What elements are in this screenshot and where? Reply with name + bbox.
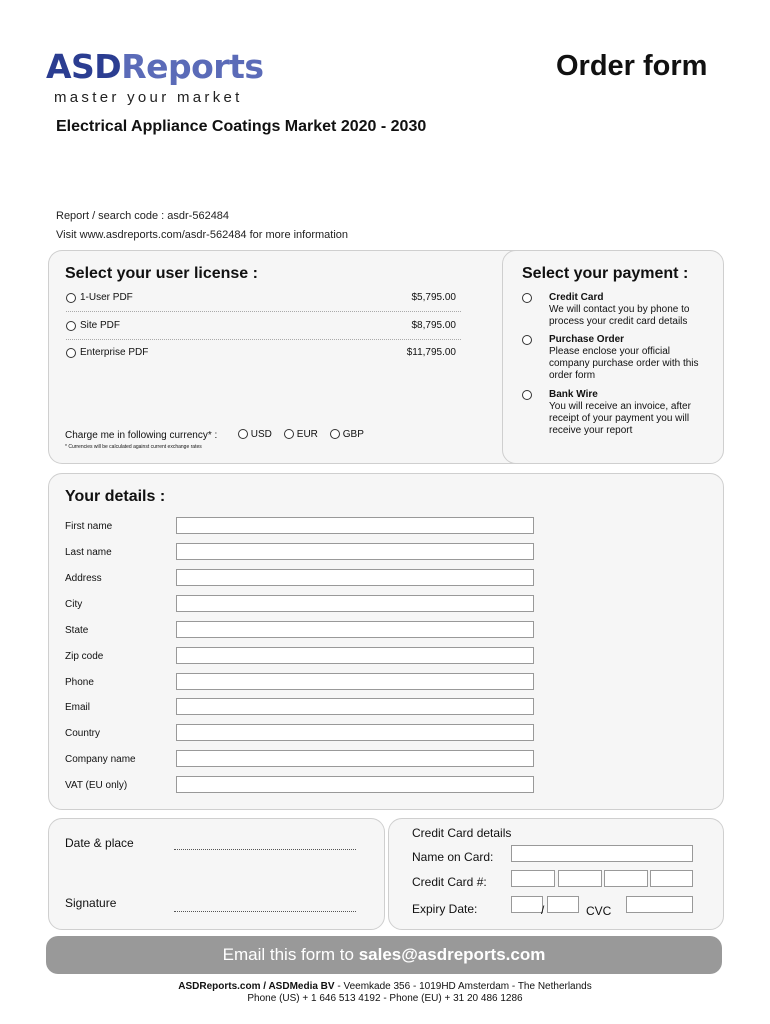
footer-address xyxy=(0,981,770,992)
field-label-company-name: Company name xyxy=(65,754,136,765)
currency-usd-option[interactable] xyxy=(238,429,272,440)
card-number-block-1[interactable] xyxy=(511,870,555,887)
details-heading: Your details : xyxy=(65,488,166,505)
footer-company: ASDReports.com / ASDMedia BV xyxy=(178,981,335,992)
last-name-input[interactable] xyxy=(176,543,534,560)
card-number-block-4[interactable] xyxy=(650,870,693,887)
currency-note: * Currencies will be calculated against current exchange rates xyxy=(65,444,202,450)
radio-icon[interactable] xyxy=(66,293,76,303)
license-price: $8,795.00 xyxy=(411,320,456,331)
field-label-country: Country xyxy=(65,728,101,739)
license-price: $11,795.00 xyxy=(406,347,456,358)
license-option-1-user[interactable] xyxy=(66,290,456,310)
field-label-state: State xyxy=(65,625,89,636)
payment-title: Credit Card xyxy=(549,292,604,303)
report-code: Report / search code : asdr-562484 xyxy=(56,210,230,222)
currency-label: Charge me in following currency* : xyxy=(65,430,218,441)
field-label-vat: VAT (EU only) xyxy=(65,780,128,791)
signature-line[interactable] xyxy=(174,911,356,912)
license-label: Enterprise PDF xyxy=(80,347,149,358)
currency-usd-label: USD xyxy=(250,429,272,440)
currency-eur-option[interactable] xyxy=(284,429,318,440)
currency-eur-label: EUR xyxy=(296,429,318,440)
expiry-label: Expiry Date: xyxy=(412,902,478,916)
logo-tagline: master your market xyxy=(54,89,243,106)
email-input[interactable] xyxy=(176,698,534,715)
card-number-block-3[interactable] xyxy=(604,870,648,887)
first-name-input[interactable] xyxy=(176,517,534,534)
signature-label: Signature xyxy=(65,896,117,910)
radio-icon[interactable] xyxy=(522,390,532,400)
card-number-block-2[interactable] xyxy=(558,870,602,887)
radio-icon[interactable] xyxy=(238,429,248,439)
license-label: Site PDF xyxy=(80,320,121,331)
email-address-link[interactable]: sales@asdreports.com xyxy=(358,945,546,964)
phone-input[interactable] xyxy=(176,673,534,690)
market-title: Electrical Appliance Coatings Market 2020 - 2030 xyxy=(56,118,427,135)
radio-icon[interactable] xyxy=(66,348,76,358)
field-label-city: City xyxy=(65,599,83,610)
payment-desc: You will receive an invoice, after receipt of your payment you will receive your report xyxy=(549,401,691,436)
payment-desc: We will contact you by phone to process your credit card details xyxy=(549,304,690,327)
address-input[interactable] xyxy=(176,569,534,586)
radio-icon[interactable] xyxy=(330,429,340,439)
footer-location: - Veemkade 356 - 1019HD Amsterdam - The Netherlands xyxy=(334,981,592,992)
vat-input[interactable] xyxy=(176,776,534,793)
divider xyxy=(66,339,461,340)
license-option-site[interactable] xyxy=(66,318,456,338)
date-place-label: Date & place xyxy=(65,836,134,850)
radio-icon[interactable] xyxy=(66,321,76,331)
license-price: $5,795.00 xyxy=(411,292,456,303)
license-heading: Select your user license : xyxy=(65,265,258,282)
payment-title: Bank Wire xyxy=(549,389,598,400)
expiry-month-input[interactable] xyxy=(511,896,543,913)
cvc-input[interactable] xyxy=(626,896,693,913)
card-number-label: Credit Card #: xyxy=(412,875,487,889)
currency-gbp-label: GBP xyxy=(342,429,364,440)
payment-desc: Please enclose your official company purchase order with this order form xyxy=(549,346,699,381)
footer-phones: Phone (US) + 1 646 513 4192 - Phone (EU) + 31 20 486 1286 xyxy=(247,993,523,1004)
visit-link-text: Visit www.asdreports.com/asdr-562484 for more information xyxy=(56,229,349,241)
expiry-year-input[interactable] xyxy=(547,896,579,913)
license-option-enterprise[interactable] xyxy=(66,345,456,365)
email-prefix: Email this form to xyxy=(222,945,359,964)
email-form-bar[interactable] xyxy=(46,936,722,974)
field-label-first-name: First name xyxy=(65,521,113,532)
credit-card-heading: Credit Card details xyxy=(412,826,512,840)
zip-code-input[interactable] xyxy=(176,647,534,664)
signature-panel xyxy=(48,818,385,930)
cvc-label: CVC xyxy=(586,904,612,918)
logo-text-asd: ASD xyxy=(46,47,122,86)
logo-text-reports: Reports xyxy=(121,47,264,86)
divider xyxy=(66,311,461,312)
field-label-zip-code: Zip code xyxy=(65,651,104,662)
payment-heading: Select your payment : xyxy=(522,265,689,282)
radio-icon[interactable] xyxy=(284,429,294,439)
name-on-card-input[interactable] xyxy=(511,845,693,862)
payment-title: Purchase Order xyxy=(549,334,625,345)
state-input[interactable] xyxy=(176,621,534,638)
radio-icon[interactable] xyxy=(522,293,532,303)
order-form-title: Order form xyxy=(556,50,708,82)
field-label-last-name: Last name xyxy=(65,547,112,558)
field-label-address: Address xyxy=(65,573,102,584)
name-on-card-label: Name on Card: xyxy=(412,850,494,864)
date-place-line[interactable] xyxy=(174,849,356,850)
field-label-phone: Phone xyxy=(65,677,94,688)
expiry-slash: / xyxy=(541,903,545,917)
field-label-email: Email xyxy=(65,702,91,713)
license-label: 1-User PDF xyxy=(80,292,133,303)
city-input[interactable] xyxy=(176,595,534,612)
currency-gbp-option[interactable] xyxy=(330,429,364,440)
radio-icon[interactable] xyxy=(522,335,532,345)
company-name-input[interactable] xyxy=(176,750,534,767)
asdreports-logo xyxy=(46,47,264,86)
country-input[interactable] xyxy=(176,724,534,741)
